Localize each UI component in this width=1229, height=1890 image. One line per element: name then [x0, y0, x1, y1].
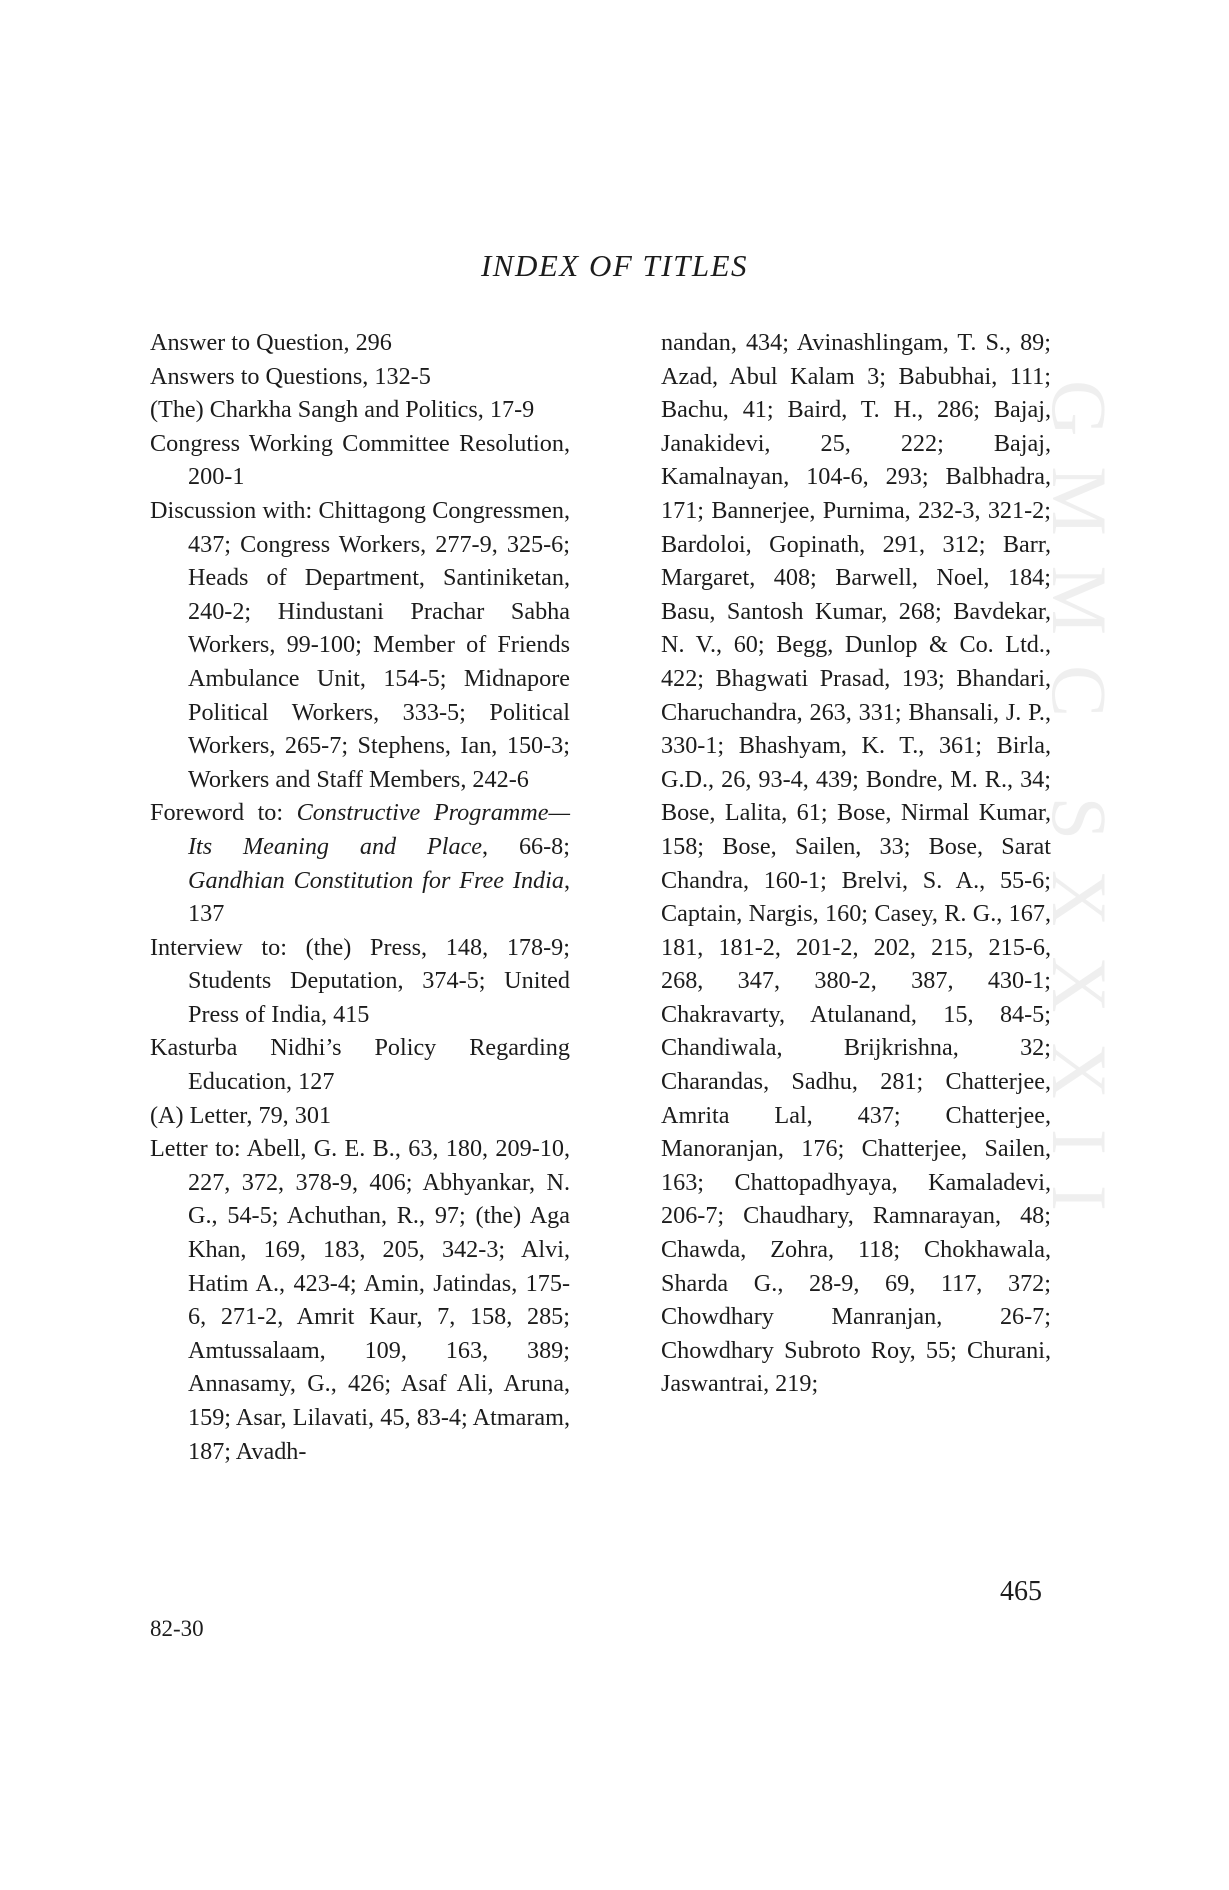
index-entry-foreword: [150, 796, 570, 930]
entry-italic-title: Gandhian Constitution for Free India: [188, 866, 564, 894]
entry-text: , 137: [188, 866, 570, 928]
index-entry: Answer to Question, 296: [150, 329, 392, 356]
index-entry: (A) Letter, 79, 301: [150, 1101, 332, 1129]
entry-text: , 66-8;: [482, 832, 570, 860]
index-entry: Letter to: Abell, G. E. B., 63, 180, 209-10, 227, 372, 378-9, 406; Abhyankar, N. G., 54-5; Achuthan, R., 97; (the) Aga Khan, 169, 183, 205, 342-3; Alvi, Hatim A., 423-4; Amin, Jatindas, 175-6, 271-2, Amrit Kaur, 7, 158, 285; Amtussalaam, 109, 163, 389; Annasamy, G., 426; Asaf Ali, Aruna, 159; Asar, Lilavati, 45, 83-4; Atmaram, 187; Avadh-: [150, 1135, 570, 1465]
index-continuation: nandan, 434; Avinashlingam, T. S., 89; Azad, Abul Kalam 3; Babubhai, 111; Bachu, 41; Baird, T. H., 286; Bajaj, Janakidevi, 25, 222; Bajaj, Kamalnayan, 104-6, 293; Balbhadra, 171; Bannerjee, Purnima, 232-3, 321-2; Bardoloi, Gopinath, 291, 312; Barr, Margaret, 408; Barwell, Noel, 184; Basu, Santosh Kumar, 268; Bavdekar, N. V., 60; Begg, Dunlop & Co. Ltd., 422; Bhagwati Prasad, 193; Bhandari, Charuchandra, 263, 331; Bhansali, J. P., 330-1; Bhashyam, K. T., 361; Birla, G.D., 26, 93-4, 439; Bondre, M. R., 34; Bose, Lalita, 61; Bose, Nirmal Kumar, 158; Bose, Sailen, 33; Bose, Sarat Chandra, 160-1; Brelvi, S. A., 55-6; Captain, Nargis, 160; Casey, R. G., 167, 181, 181-2, 201-2, 202, 215, 215-6, 268, 347, 380-2, 387, 430-1; Chakravarty, Atulanand, 15, 84-5; Chandiwala, Brijkrishna, 32; Charandas, Sadhu, 281; Chatterjee, Amrita Lal, 437; Chatterjee, Manoranjan, 176; Chatterjee, Sailen, 163; Chattopadhyaya, Kamaladevi, 206-7; Chaudhary, Ramnarayan, 48; Chawda, Zohra, 118; Chokhawala, Sharda G., 28-9, 69, 117, 372; Chowdhary Manranjan, 26-7; Chowdhary Subroto Roy, 55; Churani, Jaswantrai, 219;: [661, 329, 1051, 1398]
index-entry: Answers to Questions, 132-5: [150, 362, 431, 390]
printer-signature-mark: 82-30: [150, 1616, 204, 1641]
index-entry: Kasturba Nidhi’s Policy Regarding Education, 127: [150, 1034, 570, 1096]
entry-italic-title: Constructive Programme—Its Meaning and Place: [188, 799, 570, 860]
index-right-column: [661, 326, 1051, 1401]
page-title: INDEX OF TITLES: [480, 248, 749, 283]
index-entry: Congress Working Committee Resolution, 200-1: [150, 429, 570, 491]
watermark: GMMC SXXXII: [1036, 380, 1123, 1241]
index-entry: Discussion with: Chittagong Congressmen, 437; Congress Workers, 277-9, 325-6; Heads of Department, Santiniketan, 240-2; Hindustani Prachar Sabha Workers, 99-100; Member of Friends Ambulance Unit, 154-5; Midnapore Political Workers, 333-5; Political Workers, 265-7; Stephens, Ian, 150-3; Workers and Staff Members, 242-6: [150, 496, 570, 793]
entry-text: Foreword to:: [150, 799, 297, 827]
index-entry: (The) Charkha Sangh and Politics, 17-9: [150, 396, 535, 424]
index-left-column: [150, 326, 570, 1468]
index-entry: Interview to: (the) Press, 148, 178-9; Students Deputation, 374-5; United Press of India, 415: [150, 933, 570, 1028]
page-number: 465: [1000, 1576, 1042, 1607]
